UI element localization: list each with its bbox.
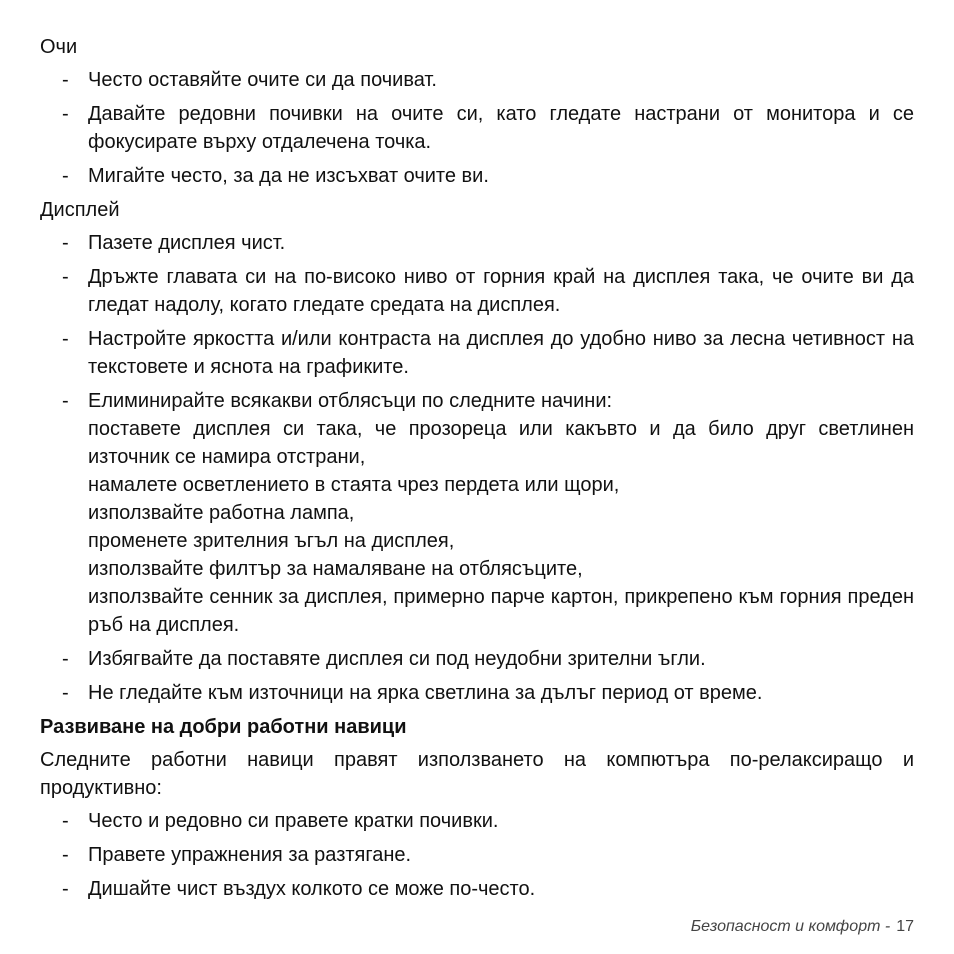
list-item: - Пазете дисплея чист. xyxy=(40,229,914,257)
bullet-dash: - xyxy=(62,103,69,125)
bullet-dash: - xyxy=(62,648,69,670)
eyes-list xyxy=(40,66,914,190)
list-item: - Настройте яркостта и/или контраста на дисплея до удобно ниво за лесна четивност на текстовете и яснота на графиките. xyxy=(40,325,914,381)
list-item: - Често оставяйте очите си да почиват. xyxy=(40,66,914,94)
bullet-dash: - xyxy=(62,844,69,866)
habits-list xyxy=(40,807,914,903)
list-item-glare xyxy=(40,387,914,639)
list-item: - Често и редовно си правете кратки почивки. xyxy=(40,807,914,835)
bullet-dash: - xyxy=(62,69,69,91)
document-page xyxy=(40,33,914,909)
section-label-display: Дисплей xyxy=(40,199,120,221)
bullet-dash: - xyxy=(62,810,69,832)
bullet-dash: - xyxy=(62,232,69,254)
list-item: - Избягвайте да поставяте дисплея си под неудобни зрителни ъгли. xyxy=(40,645,914,673)
page-footer xyxy=(691,916,914,938)
footer-section-title: Безопасност и комфорт - xyxy=(690,918,891,935)
section-heading-habits: Развиване на добри работни навици xyxy=(40,716,407,738)
glare-way: използвайте работна лампа, xyxy=(88,502,355,524)
list-item: - Дишайте чист въздух колкото се може по-често. xyxy=(40,875,914,903)
glare-way: използвайте филтър за намаляване на отблясъците, xyxy=(88,558,583,580)
list-item: - Не гледайте към източници на ярка светлина за дълъг период от време. xyxy=(40,679,914,707)
bullet-dash: - xyxy=(62,390,69,412)
glare-way: променете зрителния ъгъл на дисплея, xyxy=(88,530,455,552)
bullet-dash: - xyxy=(62,328,69,350)
display-list xyxy=(40,229,914,707)
list-item: - Давайте редовни почивки на очите си, като гледате настрани от монитора и се фокусирате върху отдалечена точка. xyxy=(40,100,914,156)
page-number: 17 xyxy=(896,918,914,935)
glare-way: използвайте сенник за дисплея, примерно парче картон, прикрепено към горния преден ръб на дисплея. xyxy=(88,586,914,636)
section-label-eyes: Очи xyxy=(40,36,78,58)
bullet-dash: - xyxy=(62,266,69,288)
glare-way: поставете дисплея си така, че прозореца или какъвто и да било друг светлинен източник се намира отстрани, xyxy=(88,418,914,468)
glare-intro: Елиминирайте всякакви отблясъци по следните начини: xyxy=(88,390,613,412)
habits-intro: Следните работни навици правят използването на компютъра по-релаксиращо и продуктивно: xyxy=(40,749,914,799)
glare-way: намалете осветлението в стаята чрез пердета или щори, xyxy=(88,474,620,496)
bullet-dash: - xyxy=(62,878,69,900)
list-item: - Мигайте често, за да не изсъхват очите ви. xyxy=(40,162,914,190)
list-item: - Дръжте главата си на по-високо ниво от горния край на дисплея така, че очите ви да гледат надолу, когато гледате средата на дисплея. xyxy=(40,263,914,319)
bullet-dash: - xyxy=(62,682,69,704)
bullet-dash: - xyxy=(62,165,69,187)
list-item: - Правете упражнения за разтягане. xyxy=(40,841,914,869)
